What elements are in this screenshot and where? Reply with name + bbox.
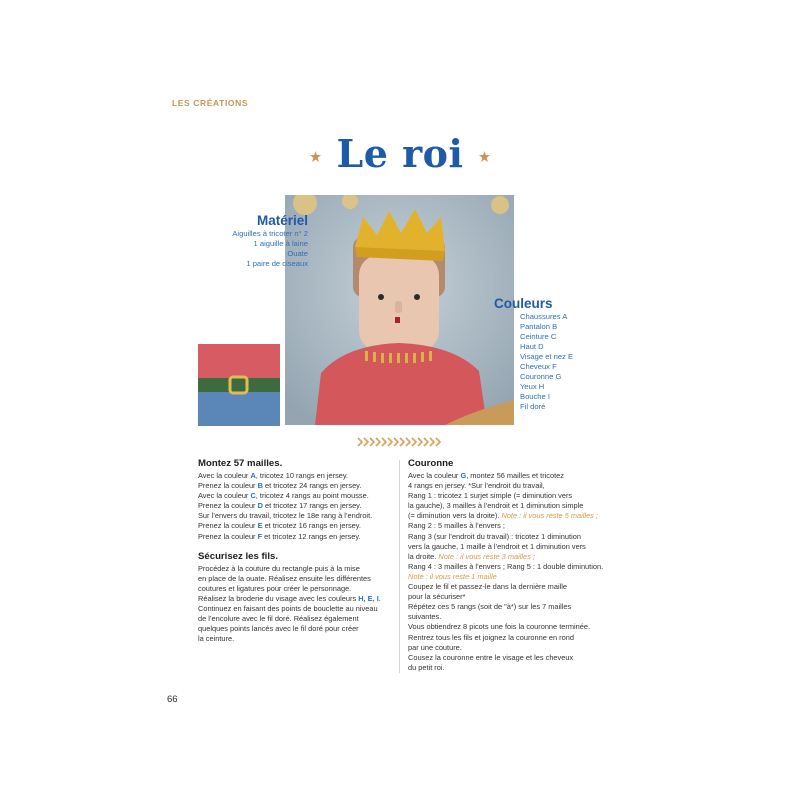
materiel-item: Aiguilles à tricoter n° 2 [232,229,308,238]
instruction-line: Sur l’envers du travail, tricotez le 18e rang à l’endroit. [198,511,373,521]
left-heading-1: Montez 57 mailles. [198,458,283,469]
instruction-line: Prenez la couleur D et tricotez 17 rangs en jersey. [198,501,362,511]
belt-detail-photo [198,344,280,426]
materiel-item: 1 paire de ciseaux [246,259,308,268]
instruction-line: Prenez la couleur E et tricotez 16 rangs en jersey. [198,521,361,531]
note-1-maille: Note : il vous reste 1 maille [408,571,497,581]
left-paragraph-1 [198,471,390,542]
materiel-item: 1 aiguille à laine [253,239,308,248]
materiel-list [196,229,308,269]
couleurs-heading: Couleurs [494,296,553,311]
page-number: 66 [167,694,178,705]
instruction-line: Prenez la couleur F et tricotez 12 rangs en jersey. [198,531,361,541]
couleur-item: Yeux H [520,382,545,391]
left-heading-2: Sécurisez les fils. [198,550,278,562]
left-column [198,458,390,644]
ornament-divider [356,437,444,447]
materiel-item: Ouate [287,249,308,258]
note-5-mailles: Note : il vous reste 5 mailles ; [501,511,598,521]
couleur-item: Couronne G [520,372,562,381]
couleur-item: Bouche I [520,392,550,401]
page-title: Le roi [336,130,464,176]
title-row [0,128,800,178]
belt-swatch-illustration [198,344,280,426]
column-separator [399,460,400,673]
star-icon-left [310,151,321,162]
king-illustration [285,195,514,425]
couronne-instructions: Avec la couleur G, montez 56 mailles et tricotez 4 rangs en jersey. *Sur l’endroit du travail, Rang 1 : tricotez 1 surjet simple (= diminution vers la gauche), 3 mailles à l’endroit et 1 diminution simple (= diminution vers la droite). Note : il vous reste 5 mailles ; Rang 2 : 5 mailles à l’envers ; Rang 3 (sur l’endroit du travail) : tricotez 1 diminution vers la gauche, 1 maille à l’endroit et 1 diminution vers la droite. Note : il vous reste 3 mailles ; Rang 4 : 3 mailles à l’envers ; Rang 5 : 1 double diminution. Note : il vous reste 1 maille Coupez le fil et passez-le dans la dernière maille pour la sécuriser* Répétez ces 5 rangs (soit de "à*) sur les 7 mailles suivantes. Vous obtiendrez 8 picots une fois la couronne terminée. Rentrez tous les fils et joignez la couronne en rond par une couture. Cousez la couronne entre le visage et les cheveux du petit roi. [408,471,608,673]
couleur-item: Fil doré [520,402,546,411]
materiel-heading: Matériel [256,213,308,228]
couleur-item: Cheveux F [520,362,557,371]
instruction-line: Prenez la couleur B et tricotez 24 rangs en jersey. [198,481,362,491]
couleur-item: Haut D [520,342,544,351]
note-3-mailles: Note : il vous reste 3 mailles ; [438,551,535,561]
instruction-line: Avec la couleur A, tricotez 10 rangs en jersey. [198,471,349,480]
couleur-item: Chaussures A [520,312,568,321]
instruction-line: Avec la couleur C, tricotez 4 rangs au point mousse. [198,491,369,501]
section-label: LES CRÉATIONS [172,98,249,108]
couleurs-block [494,296,573,412]
couleur-item: Ceinture C [520,332,557,341]
left-paragraph-2: Procédez à la couture du rectangle puis à la mise en place de la ouate. Réalisez ensuite les différentes coutures et ligatures pour créer le personnage. Réalisez la broderie du visage avec les couleurs H, E, I. Continuez en faisant des points de bouclette au niveau de l’encolure avec le fil doré. Réalisez également quelques points lancés avec le fil doré pour créer la ceinture. [198,563,381,644]
couleur-item: Visage et nez E [520,352,574,361]
couleur-item: Pantalon B [520,322,558,331]
couronne-heading: Couronne [408,458,454,469]
materiel-block [196,213,308,269]
star-icon-right [479,151,490,162]
couleurs-list [494,312,573,412]
king-photo [285,195,514,425]
right-column [408,458,608,673]
